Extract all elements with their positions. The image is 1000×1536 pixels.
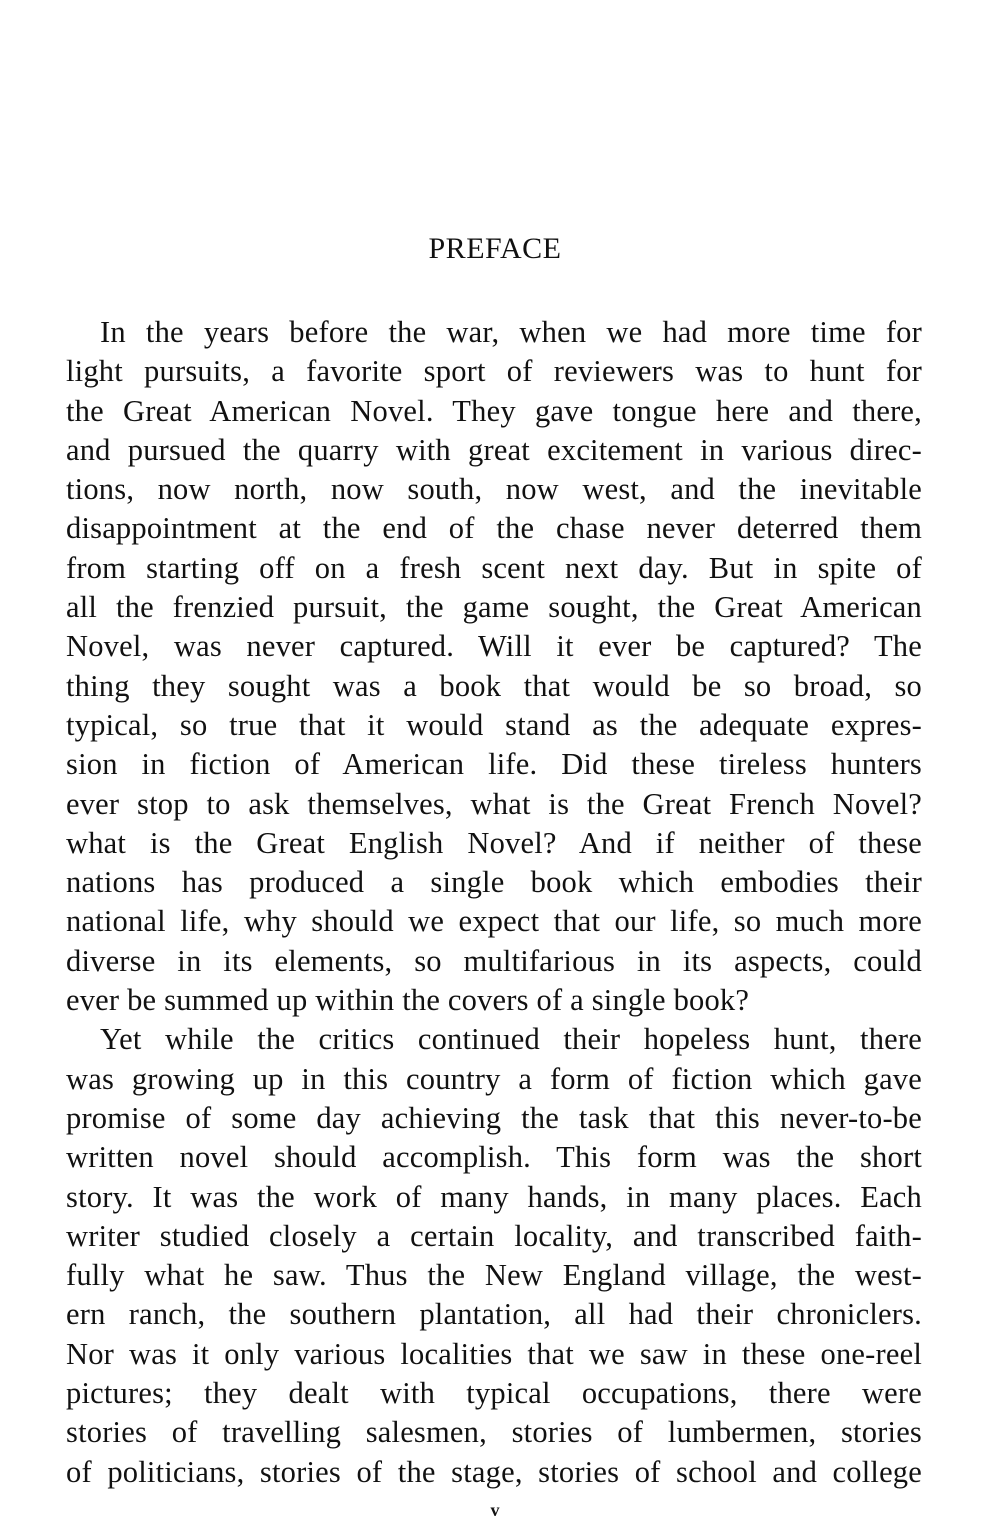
text-line: the Great American Novel. They gave tongue here and there, xyxy=(66,393,922,428)
text-line: thing they sought was a book that would be so broad, so xyxy=(66,668,922,703)
text-line: typical, so true that it would stand as the adequate expres- xyxy=(66,707,922,742)
text-line: ever stop to ask themselves, what is the Great French Novel? xyxy=(66,786,922,821)
text-line: ever be summed up within the covers of a single book? xyxy=(66,983,750,1018)
text-line: ern ranch, the southern plantation, all had their chroniclers. xyxy=(66,1297,922,1332)
text-line: writer studied closely a certain locality, and transcribed faith- xyxy=(66,1218,922,1253)
text-line: promise of some day achieving the task that this never-to-be xyxy=(66,1100,922,1135)
page-title: PREFACE xyxy=(428,232,562,265)
text-line: tions, now north, now south, now west, and the inevitable xyxy=(66,472,922,507)
text-line: of politicians, stories of the stage, stories of school and college xyxy=(66,1454,922,1489)
text-line: nations has produced a single book which embodies their xyxy=(66,865,922,900)
text-line: written novel should accomplish. This form was the short xyxy=(66,1140,922,1175)
text-line: pictures; they dealt with typical occupations, there were xyxy=(66,1376,922,1411)
text-line: Yet while the critics continued their hopeless hunt, there xyxy=(100,1022,922,1057)
text-line: and pursued the quarry with great excitement in various direc- xyxy=(66,432,922,467)
text-line: sion in fiction of American life. Did these tireless hunters xyxy=(66,747,922,782)
text-line: all the frenzied pursuit, the game sought, the Great American xyxy=(66,590,922,625)
text-line: In the years before the war, when we had more time for xyxy=(100,315,922,349)
text-line: was growing up in this country a form of fiction which gave xyxy=(66,1061,922,1096)
text-line: story. It was the work of many hands, in many places. Each xyxy=(66,1179,922,1214)
text-line: national life, why should we expect that our life, so much more xyxy=(66,904,922,939)
text-line: Nor was it only various localities that we saw in these one-reel xyxy=(66,1336,922,1371)
text-line: fully what he saw. Thus the New England village, the west- xyxy=(66,1258,922,1293)
text-line: light pursuits, a favorite sport of reviewers was to hunt for xyxy=(66,354,922,389)
preface-text xyxy=(66,313,922,1492)
page-number: v xyxy=(490,1500,500,1520)
text-line: Novel, was never captured. Will it ever be captured? The xyxy=(66,629,922,664)
text-line: disappointment at the end of the chase never deterred them xyxy=(66,511,922,546)
text-line: stories of travelling salesmen, stories of lumbermen, stories xyxy=(66,1415,922,1450)
text-line: diverse in its elements, so multifarious in its aspects, could xyxy=(66,943,922,978)
text-line: from starting off on a fresh scent next day. But in spite of xyxy=(66,550,922,585)
text-line: what is the Great English Novel? And if neither of these xyxy=(66,825,922,860)
